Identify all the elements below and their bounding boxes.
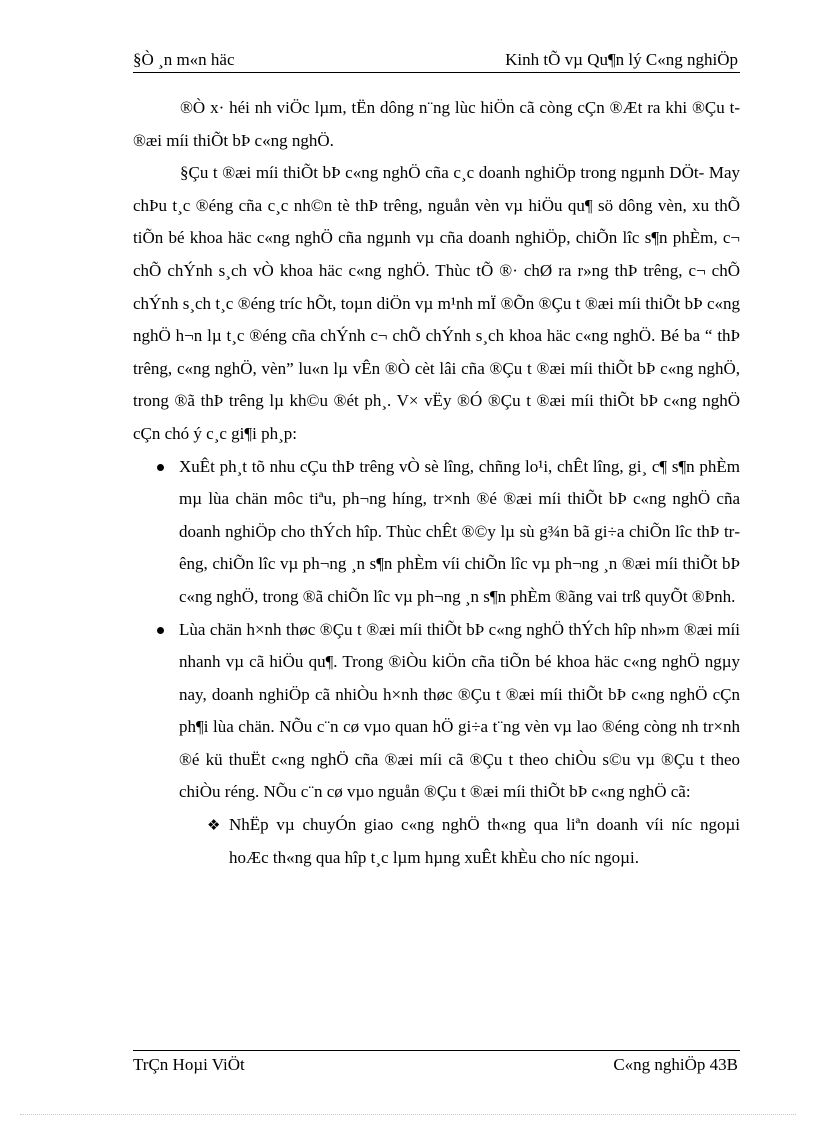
bullet-dot-icon [157, 627, 164, 634]
paragraph-1: ®Ò x· héi nh viÖc lµm, tËn dông n¨ng lùc hiÖn cã còng cÇn ®Æt ra khi ®Çu t ®æi míi thiÕt bÞ c«ng nghÖ. [133, 98, 740, 150]
sub-bullet-list [133, 809, 740, 874]
page-footer [133, 1050, 740, 1075]
page-edge-divider [20, 1114, 796, 1115]
page-body [133, 92, 740, 874]
paragraph-2: §Çu t ®æi míi thiÕt bÞ c«ng nghÖ cña c¸c doanh nghiÖp trong ngµnh DÖt- May chÞu t¸c ®éng cña c¸c nh©n tè thÞ trêng, nguån vèn vµ hiÖu qu¶ sö dông vèn, xu thÕ tiÕn bé khoa häc c«ng nghÖ cña ngµnh vµ cña doanh nghiÖp, chiÕn lîc s¶n phÈm, c¬ chÕ chÝnh s¸ch vÒ khoa häc c«ng nghÖ. Thùc tÕ ®· chØ ra r»ng thÞ trêng, c¬ chÕ chÝnh s¸ch t¸c ®éng tríc hÕt, toµn diÖn vµ m¹nh mÏ ®Õn ®Çu t ®æi míi thiÕt bÞ c«ng nghÖ h¬n lµ t¸c ®éng cña chÝnh c¬ chÕ chÝnh s¸ch khoa häc c«ng nghÖ. Bé ba “ thÞ trêng, c«ng nghÖ, vèn” lu«n lµ vÊn ®Ò cèt lâi cña ®Çu t ®æi míi thiÕt bÞ c«ng nghÖ, trong ®ã thÞ trêng lµ kh©u ®ét ph¸. V× vËy ®Ó ®Çu t ®æi míi thiÕt bÞ c«ng nghÖ cÇn chó ý c¸c gi¶i ph¸p: [133, 163, 740, 443]
sub-bullet-item [133, 809, 740, 874]
bullet-text: XuÊt ph¸t tõ nhu cÇu thÞ trêng vÒ sè lîng, chñng lo¹i, chÊt lîng, gi¸ c¶ s¶n phÈm mµ lùa chän môc tiªu, ph¬ng híng, tr×nh ®é ®æi míi thiÕt bÞ c«ng nghÖ cña doanh nghiÖp cho thÝch hîp. Thùc chÊt ®©y lµ sù g¾n bã gi÷a chiÕn lîc thÞ trêng, chiÕn lîc vµ ph¬ng ¸n s¶n phÈm víi chiÕn lîc vµ ph¬ng ¸n ®æi míi thiÕt bÞ c«ng nghÖ, trong ®ã chiÕn lîc vµ ph¬ng ¸n s¶n phÈm ®ãng vai trß quyÕt ®Þnh. [179, 456, 740, 606]
footer-class: C«ng nghiÖp 43B [613, 1055, 738, 1074]
footer-author: TrÇn Hoµi ViÖt [133, 1055, 245, 1074]
bullet-list [133, 451, 740, 810]
header-subject: §Ò ¸n m«n häc [133, 50, 235, 69]
bullet-item [133, 614, 740, 810]
header-course: Kinh tÕ vµ Qu¶n lý C«ng nghiÖp [505, 50, 738, 69]
bullet-item [133, 451, 740, 614]
diamond-bullet-icon: ❖ [207, 816, 221, 835]
bullet-text: Lùa chän h×nh thøc ®Çu t ®æi míi thiÕt bÞ c«ng nghÖ thÝch hîp nh»m ®æi míi nhanh vµ cã hiÖu qu¶. Trong ®iÒu kiÖn cña tiÕn bé khoa häc c«ng nghÖ ngµy nay, doanh nghiÖp cã nhiÒu h×nh thøc ®Çu t ®æi míi thiÕt bÞ c«ng nghÖ cÇn ph¶i lùa chän. NÕu c¨n cø vµo quan hÖ gi÷a t¨ng vèn vµ lao ®éng còng nh tr×nh ®é kü thuËt c«ng nghÖ cña ®æi míi cã ®Çu t theo chiÒu s©u vµ ®Çu t theo chiÒu réng. NÕu c¨n cø vµo nguån ®Çu t ®æi míi thiÕt bÞ c«ng nghÖ cã: [179, 619, 740, 802]
bullet-dot-icon [157, 464, 164, 471]
page-header [133, 48, 740, 73]
sub-bullet-text: NhËp vµ chuyÓn giao c«ng nghÖ th«ng qua liªn doanh víi níc ngoµi hoÆc th«ng qua hîp t¸c lµm hµng xuÊt khÈu cho níc ngoµi. [229, 815, 740, 867]
